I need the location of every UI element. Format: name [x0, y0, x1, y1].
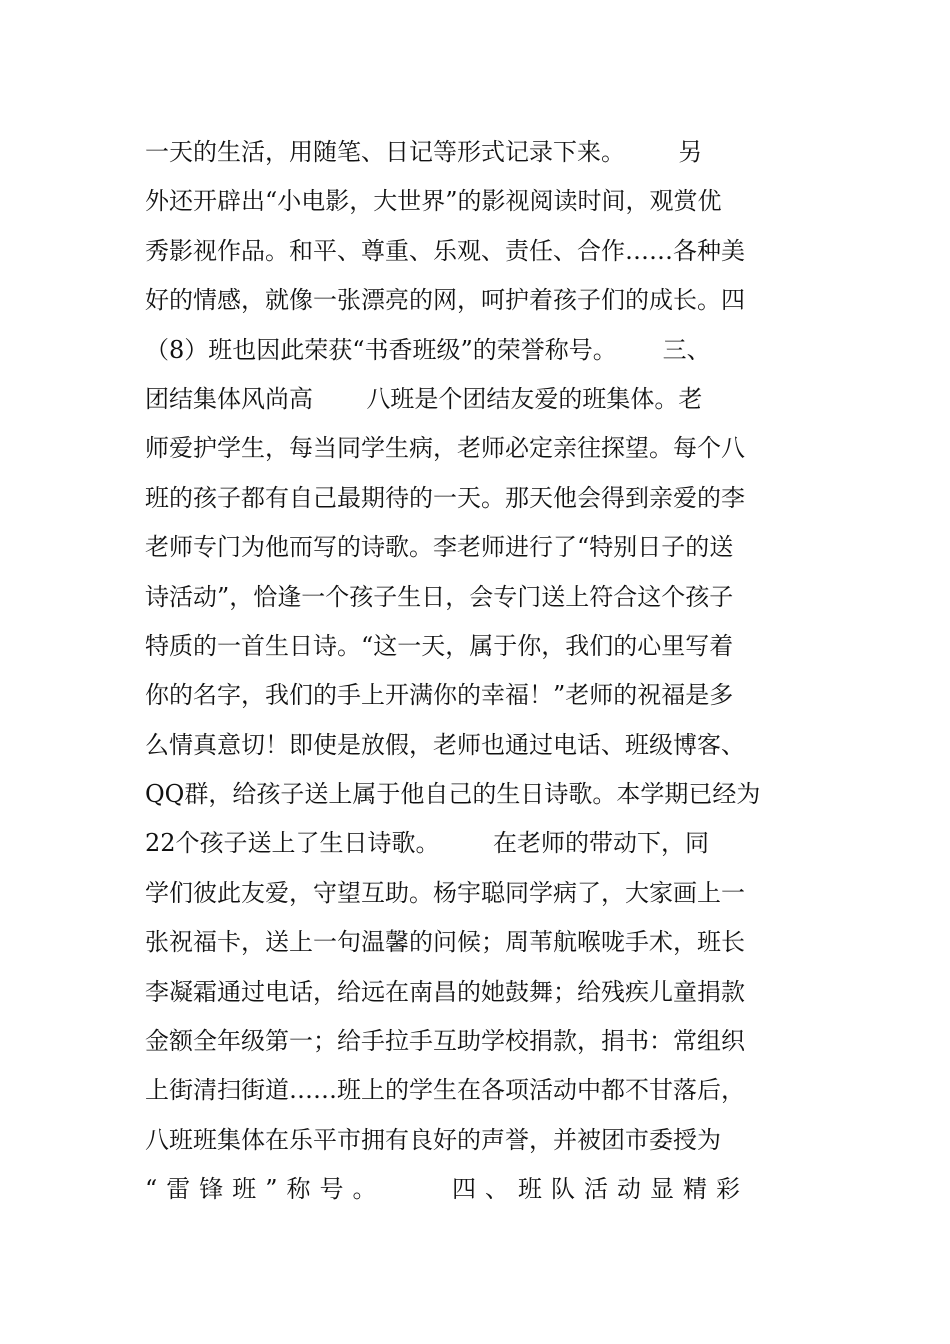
- text-line: 诗活动”，恰逢一个孩子生日，会专门送上符合这个孩子: [145, 582, 734, 611]
- text-line: QQ群，给孩子送上属于他自己的生日诗歌。本学期已经为: [145, 780, 761, 809]
- section-heading-line: “雷锋班”称号。 四、班队活动显精彩: [145, 1175, 750, 1204]
- text-line: 老师专门为他而写的诗歌。李老师进行了“特别日子的送: [145, 533, 734, 562]
- text-line: 秀影视作品。和平、尊重、乐观、责任、合作……各种美: [145, 236, 745, 265]
- text-line: 师爱护学生，每当同学生病，老师必定亲往探望。每个八: [145, 434, 745, 463]
- text-line: 外还开辟出“小电影，大世界”的影视阅读时间，观赏优: [145, 187, 722, 216]
- text-line: 么情真意切！即使是放假，老师也通过电话、班级博客、: [145, 730, 745, 759]
- text-line: 你的名字，我们的手上开满你的幸福！”老师的祝福是多: [145, 681, 734, 710]
- text-line: 张祝福卡，送上一句温馨的问候；周苇航喉咙手术，班长: [145, 928, 745, 957]
- text-line: 八班班集体在乐平市拥有良好的声誉，并被团市委授为: [145, 1125, 721, 1154]
- text-line: 上街清扫街道……班上的学生在各项活动中都不甘落后，: [145, 1076, 745, 1105]
- text-line: 李凝霜通过电话，给远在南昌的她鼓舞；给残疾儿童捐款: [145, 977, 745, 1006]
- text-line: 22个孩子送上了生日诗歌。 在老师的带动下，同: [145, 829, 709, 858]
- text-line: 金额全年级第一；给手拉手互助学校捐款，捐书：常组织: [145, 1027, 745, 1056]
- text-line: 特质的一首生日诗。“这一天，属于你，我们的心里写着: [145, 631, 734, 660]
- section-heading-line: 团结集体风尚高 八班是个团结友爱的班集体。老: [145, 384, 703, 413]
- text-line: 学们彼此友爱，守望互助。杨宇聪同学病了，大家画上一: [145, 878, 745, 907]
- body-text: [145, 128, 825, 1215]
- text-line: 一天的生活，用随笔、日记等形式记录下来。 另: [145, 138, 703, 166]
- text-line: （8）班也因此荣获“书香班级”的荣誉称号。 三、: [145, 335, 711, 364]
- text-line: 班的孩子都有自己最期待的一天。那天他会得到亲爱的李: [145, 483, 745, 512]
- text-line: 好的情感，就像一张漂亮的网，呵护着孩子们的成长。四: [145, 286, 745, 315]
